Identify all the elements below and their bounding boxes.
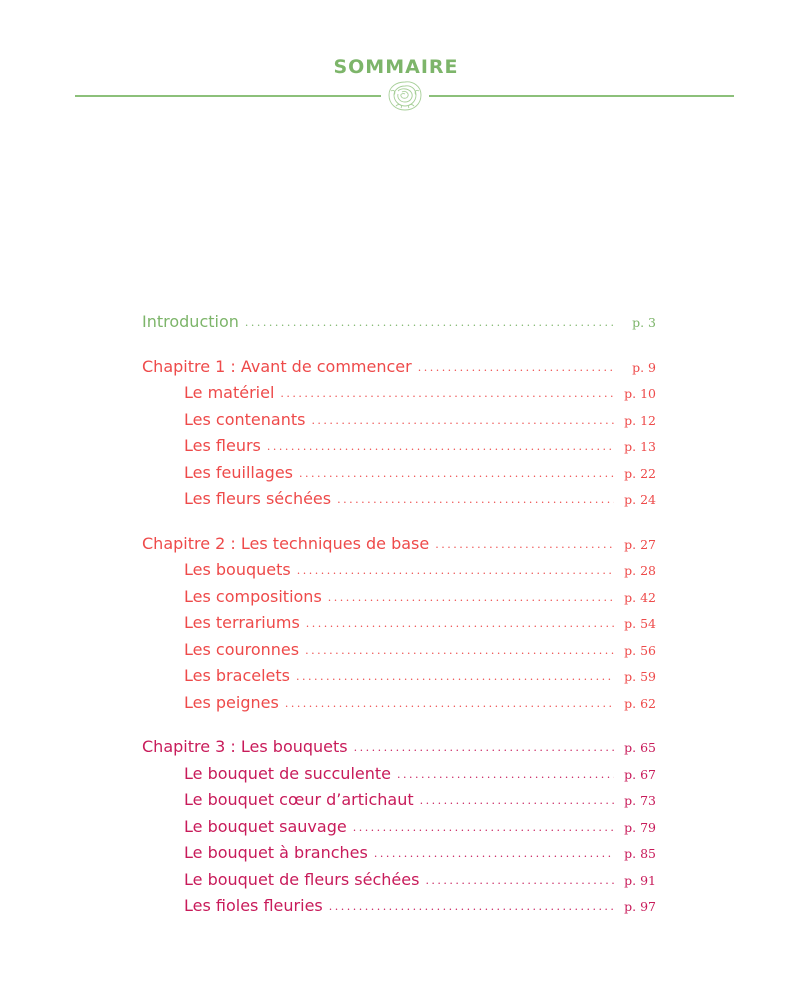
toc-entry-label: Le bouquet sauvage	[184, 816, 347, 836]
toc-entry-page: p. 42	[624, 589, 656, 605]
toc-entry[interactable]	[142, 587, 656, 614]
dot-leader	[285, 698, 614, 709]
toc-chapter-label: Chapitre 2 : Les techniques de base	[142, 533, 430, 553]
toc-entry-label: Introduction	[142, 312, 239, 331]
toc-entry-label: Les fleurs	[184, 436, 261, 455]
toc-entry-page: p. 59	[624, 669, 656, 684]
toc-chapter-2[interactable]	[142, 534, 656, 561]
dot-leader	[305, 645, 614, 656]
header-rule-left	[75, 95, 381, 97]
toc-entry-page: p. 85	[624, 846, 656, 861]
toc-entry-page: p. 28	[624, 563, 656, 578]
toc-entry-label: Les feuillages	[184, 462, 293, 482]
toc-entry-label: Le bouquet de fleurs séchées	[184, 869, 420, 889]
toc-entry[interactable]	[142, 843, 656, 870]
dot-leader	[425, 875, 614, 886]
dot-leader	[418, 362, 614, 373]
toc-entry-label: Les bracelets	[184, 666, 290, 685]
toc-entry-label: Les bouquets	[184, 560, 291, 579]
dot-leader	[397, 769, 614, 780]
toc-entry[interactable]	[142, 383, 656, 410]
toc-entry[interactable]	[142, 410, 656, 437]
page-title: SOMMAIRE	[333, 56, 459, 78]
dot-leader	[329, 901, 614, 912]
toc-entry-label: Les terrariums	[184, 613, 300, 632]
dot-leader	[267, 441, 614, 452]
toc-entry-page: p. 13	[624, 439, 656, 454]
toc-entry-label: Le bouquet de succulente	[184, 763, 391, 783]
toc-entry-page: p. 54	[624, 616, 656, 631]
toc-entry[interactable]	[142, 436, 656, 463]
toc-entry-page: p. 73	[624, 793, 656, 808]
toc-entry-page: p. 3	[632, 315, 656, 330]
toc-chapter-label: Chapitre 1 : Avant de commencer	[142, 356, 412, 376]
toc-entry[interactable]	[142, 666, 656, 693]
toc-chapter-3[interactable]	[142, 737, 656, 764]
toc-entry[interactable]	[142, 613, 656, 640]
toc-entry[interactable]	[142, 870, 656, 897]
toc-entry[interactable]	[142, 560, 656, 587]
dot-leader	[299, 468, 614, 479]
toc-entry[interactable]	[142, 489, 656, 516]
toc-entry-label: Les couronnes	[184, 639, 300, 659]
toc-entry[interactable]	[142, 764, 656, 791]
toc-chapter-page: p. 9	[632, 359, 656, 375]
dot-leader	[296, 671, 614, 682]
toc-chapter-1[interactable]	[142, 357, 656, 384]
dot-leader	[245, 317, 614, 328]
toc-entry[interactable]	[142, 693, 656, 720]
toc-entry-label: Le bouquet à branches	[184, 843, 368, 862]
toc-entry-page: p. 62	[624, 695, 656, 711]
toc-entry[interactable]	[142, 817, 656, 844]
toc-entry-label: Les peignes	[184, 692, 279, 712]
dot-leader	[280, 388, 614, 399]
dot-leader	[306, 618, 614, 629]
dot-leader	[435, 539, 614, 550]
toc-entry-label: Les fioles fleuries	[184, 896, 323, 915]
toc-chapter-label: Chapitre 3 : Les bouquets	[142, 737, 348, 756]
toc-entry-page: p. 79	[624, 819, 656, 835]
toc-entry-page: p. 22	[624, 465, 656, 481]
toc-entry-label: Les compositions	[184, 586, 322, 606]
toc-entry-page: p. 91	[624, 872, 656, 888]
table-of-contents	[142, 312, 656, 923]
toc-entry[interactable]	[142, 640, 656, 667]
toc-entry[interactable]	[142, 790, 656, 817]
dot-leader	[354, 742, 614, 753]
toc-entry-page: p. 67	[624, 766, 656, 782]
toc-entry[interactable]	[142, 896, 656, 923]
dot-leader	[420, 795, 614, 806]
toc-entry-label: Les fleurs séchées	[184, 489, 332, 508]
toc-entry-page: p. 56	[624, 642, 656, 658]
toc-entry-page: p. 10	[624, 386, 656, 401]
toc-entry-label: Le matériel	[184, 383, 275, 402]
toc-entry-label: Les contenants	[184, 409, 306, 429]
dot-leader	[311, 415, 614, 426]
dot-leader	[353, 822, 614, 833]
toc-entry[interactable]	[142, 463, 656, 490]
toc-entry-label: Le bouquet cœur d’artichaut	[184, 790, 414, 809]
toc-entry-page: p. 12	[624, 412, 656, 428]
dot-leader	[374, 848, 614, 859]
dot-leader	[297, 565, 614, 576]
toc-chapter-page: p. 65	[624, 740, 656, 755]
dot-leader	[337, 494, 614, 505]
toc-entry-page: p. 97	[624, 899, 656, 914]
toc-entry-page: p. 24	[624, 492, 656, 507]
rose-icon	[386, 80, 424, 112]
toc-entry-introduction[interactable]	[142, 312, 656, 339]
header-rule-right	[429, 95, 734, 97]
toc-chapter-page: p. 27	[624, 536, 656, 552]
dot-leader	[328, 592, 614, 603]
